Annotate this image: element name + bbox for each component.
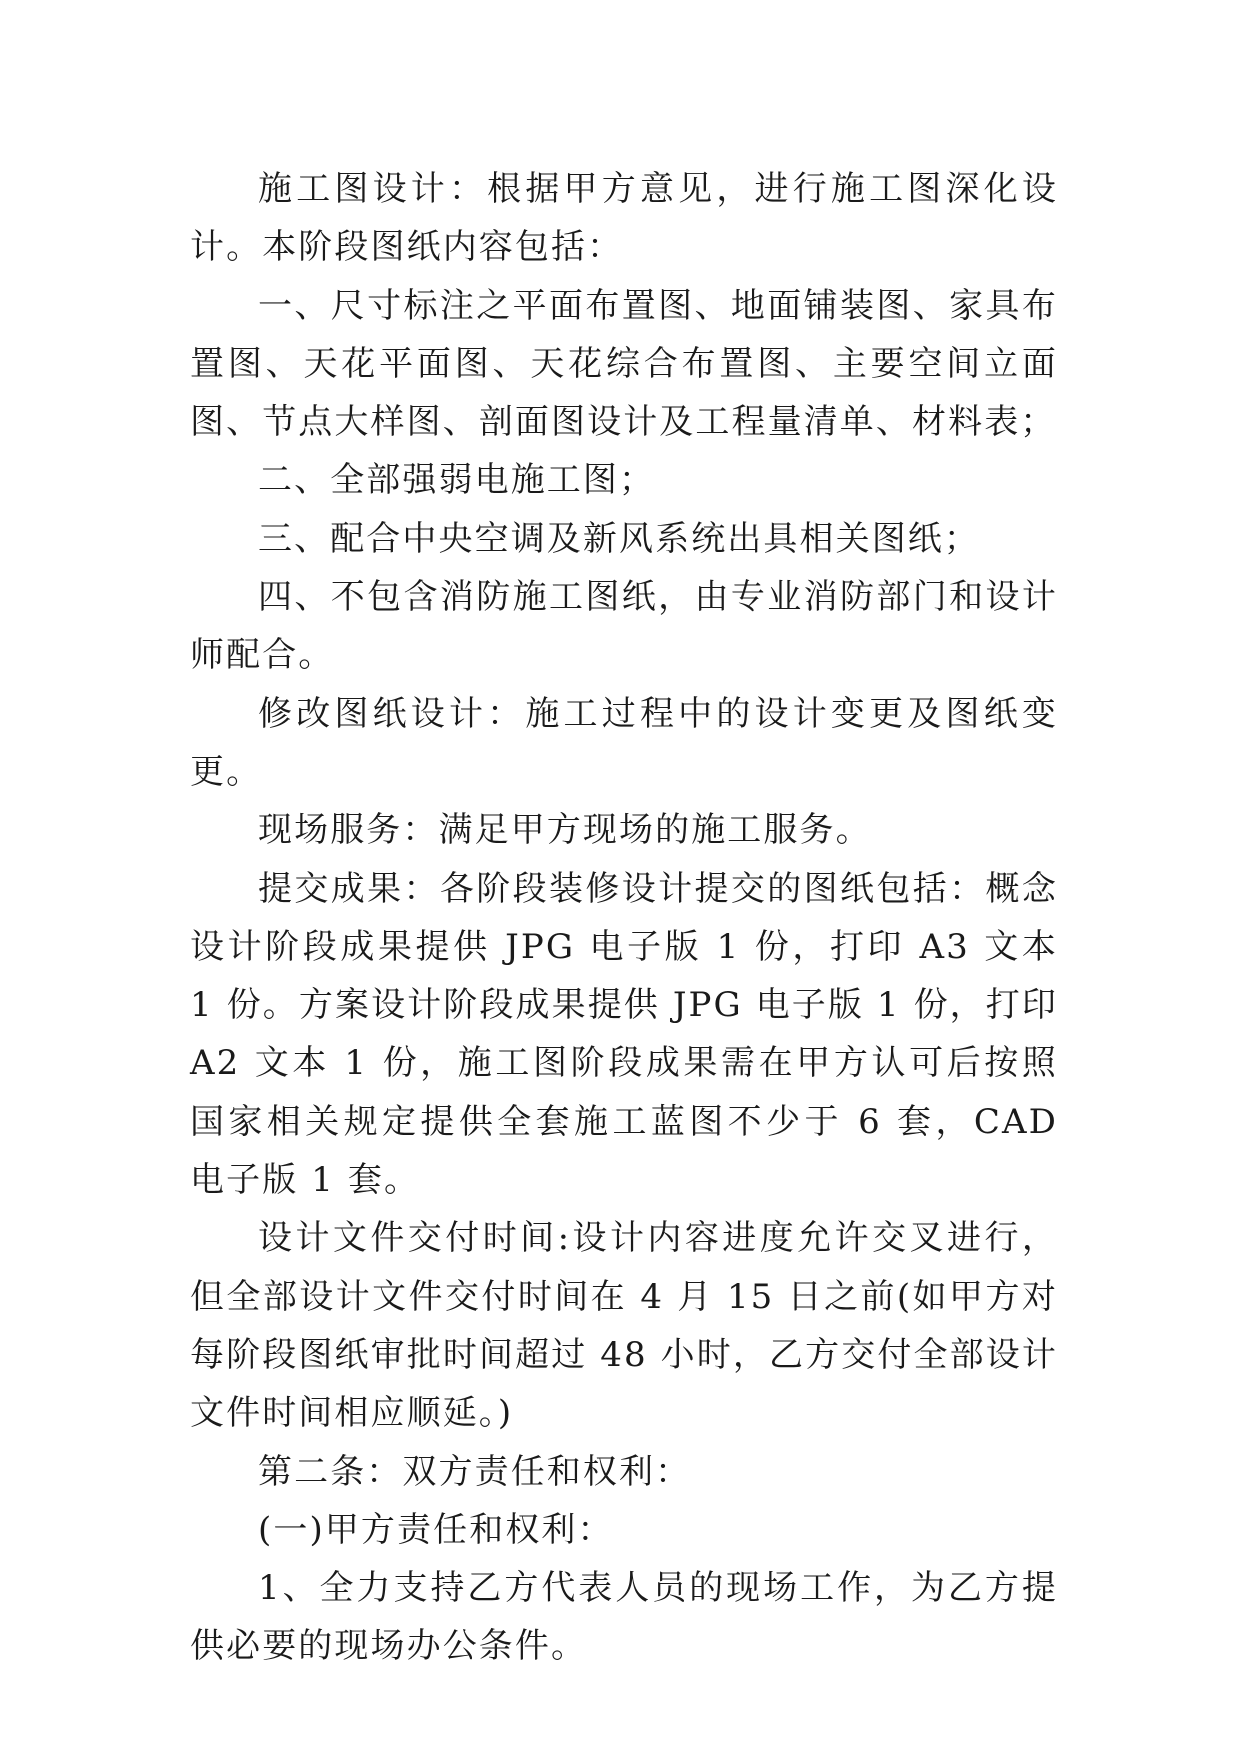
document-body [190,160,1058,1676]
paragraph-item-four: 四、不包含消防施工图纸，由专业消防部门和设计师配合。 [190,577,1058,676]
paragraph-revision-design: 修改图纸设计：施工过程中的设计变更及图纸变更。 [190,693,1058,792]
paragraph-article-two-heading: 第二条：双方责任和权利： [258,1451,692,1492]
paragraph-item-three: 三、配合中央空调及新风系统出具相关图纸； [258,518,980,559]
paragraph-party-a-item-one: 1、全力支持乙方代表人员的现场工作，为乙方提供必要的现场办公条件。 [190,1568,1058,1667]
paragraph-item-two: 二、全部强弱电施工图； [258,460,656,501]
paragraph-site-service: 现场服务：满足甲方现场的施工服务。 [258,810,872,851]
paragraph-construction-drawing-design: 施工图设计：根据甲方意见，进行施工图深化设计。本阶段图纸内容包括： [190,169,1058,268]
paragraph-party-a-heading: (一)甲方责任和权利： [258,1509,614,1550]
paragraph-deliverables: 提交成果：各阶段装修设计提交的图纸包括：概念设计阶段成果提供 JPG 电子版 1 份，打印 A3 文本 1 份。方案设计阶段成果提供 JPG 电子版 1 份，打印 A2 文本 1 份，施工图阶段成果需在甲方认可后按照国家相关规定提供全套施工蓝图不少于 6 套，CAD 电子版 1 套。 [190,868,1058,1201]
paragraph-delivery-time: 设计文件交付时间:设计内容进度允许交叉进行，但全部设计文件交付时间在 4 月 15 日之前(如甲方对每阶段图纸审批时间超过 48 小时，乙方交付全部设计文件时间相应顺延。) [190,1218,1058,1434]
paragraph-item-one: 一、尺寸标注之平面布置图、地面铺装图、家具布置图、天花平面图、天花综合布置图、主要空间立面图、节点大样图、剖面图设计及工程量清单、材料表； [190,285,1058,443]
